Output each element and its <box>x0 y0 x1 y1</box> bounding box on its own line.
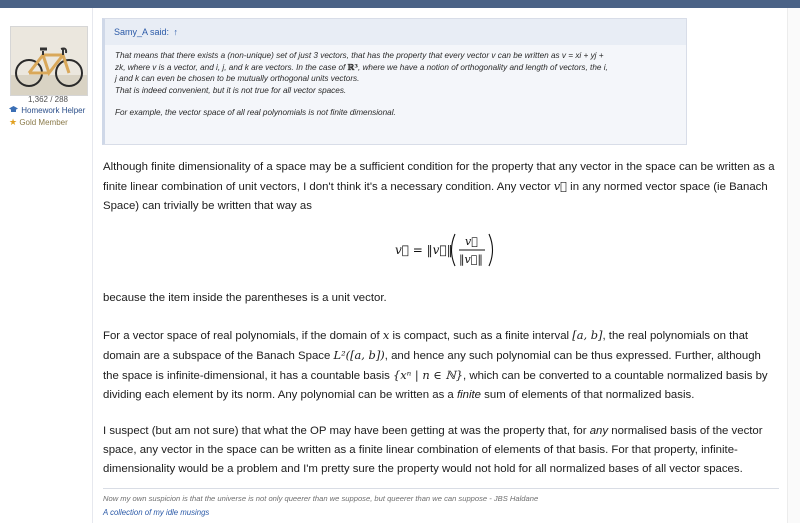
formula-denominator: ‖v⃗‖ <box>459 253 483 266</box>
paragraph-text: I suspect (but am not sure) that what the OP may have been getting at was the property that, for <box>103 425 590 437</box>
formula-unit-vector <box>393 228 513 272</box>
quote-line: For example, the vector space of all real polynomials is not finite dimensional. <box>115 108 396 117</box>
post-paragraph <box>103 326 779 405</box>
post-content <box>92 8 789 523</box>
top-nav-bar <box>0 0 800 8</box>
quote-line <box>115 62 683 74</box>
quote-block <box>102 18 687 145</box>
jump-to-quote-icon[interactable]: ↑ <box>173 27 179 37</box>
quote-line: That means that there exists a (non-unique) set of just 3 vectors, that has the property that every vector v can be written as v = xi + yj + <box>115 51 604 60</box>
paragraph-text: is compact, such as a finite interval <box>389 330 573 342</box>
quote-author-link[interactable] <box>114 27 178 37</box>
math-vector-v: v⃗ <box>553 179 567 193</box>
signature-divider <box>103 488 779 489</box>
user-role[interactable] <box>9 106 85 115</box>
quote-text: , where we have a notion of orthogonality and length of vectors, the i, <box>357 62 608 72</box>
quote-text: zk, where v is a vector, and i, j, and k are vectors. In the case of <box>115 62 348 72</box>
paragraph-text: For a vector space of real polynomials, if the domain of <box>103 330 383 342</box>
math-interval: [a, b] <box>572 328 603 342</box>
avatar[interactable] <box>10 26 88 96</box>
formula-numerator: v⃗ <box>465 235 478 248</box>
paragraph-text: in any normed vector space (ie Banach Space) can trivially be written that way as <box>103 181 768 212</box>
emphasis-text: any <box>589 425 609 437</box>
paragraph-text: , which can be converted to a countable normalized basis by dividing each element by its norm. Any polynomial can be written as a <box>103 370 768 401</box>
member-level <box>9 117 68 128</box>
paragraph-text: because the item inside the parentheses is a unit vector. <box>103 292 387 304</box>
user-role-label: Homework Helper <box>21 106 86 115</box>
math-x: x <box>382 328 390 342</box>
emphasis-text: finite <box>456 389 481 401</box>
post-paragraph <box>103 422 779 479</box>
post-paragraph <box>103 289 779 308</box>
graduation-cap-icon <box>9 106 19 115</box>
paragraph-text: normalised basis of the vector space, any vector in the space can be written as a finite linear combination of elements of that basis. For that property, infinite-dimensionality would be a problem and I'm pretty sure the property would not hold for all normalized bases of all vector spaces. <box>103 425 763 475</box>
scrollbar[interactable] <box>787 8 800 523</box>
paragraph-text: sum of elements of that normalized basis. <box>481 389 695 401</box>
paragraph-text: , the real polynomials on that domain are a subspace of the Banach Space <box>103 330 749 362</box>
star-icon: ★ <box>9 117 18 127</box>
signature-quote: Now my own suspicion is that the universe is not only queerer than we suppose, but queerer than we can suppose - JBS Haldane <box>103 494 539 503</box>
member-level-label: Gold Member <box>19 118 68 127</box>
quote-header <box>105 19 686 45</box>
math-r3: ℝ³ <box>347 61 358 72</box>
math-l2-space: L²([a, b]) <box>333 348 385 362</box>
formula-lhs: v⃗ = ‖v⃗‖ <box>395 243 453 257</box>
quote-author-label: Samy_A said: <box>114 27 170 37</box>
bicycle-icon <box>11 27 87 95</box>
user-info-panel <box>0 8 90 523</box>
paragraph-text: Although finite dimensionality of a space may be a sufficient condition for the property that any vector in the space can be written as a finite linear combination of unit vectors, I don't think it's a necessary condition. Any vector <box>103 161 775 193</box>
post-paragraph <box>103 158 779 216</box>
quote-line: j and k can even be chosen to be mutually orthogonal units vectors. <box>115 74 360 83</box>
quote-line: That is indeed convenient, but it is not true for all vector spaces. <box>115 85 347 95</box>
math-basis: {xⁿ | n ∈ ℕ} <box>393 368 464 382</box>
signature-link[interactable]: A collection of my idle musings <box>103 508 210 517</box>
paragraph-text: , and hence any such polynomial can be thus expressed. Further, although the space is infinite-dimensional, it has a countable basis <box>103 350 761 382</box>
quote-body <box>115 50 683 119</box>
post-count: 1,362 / 288 <box>27 95 69 104</box>
